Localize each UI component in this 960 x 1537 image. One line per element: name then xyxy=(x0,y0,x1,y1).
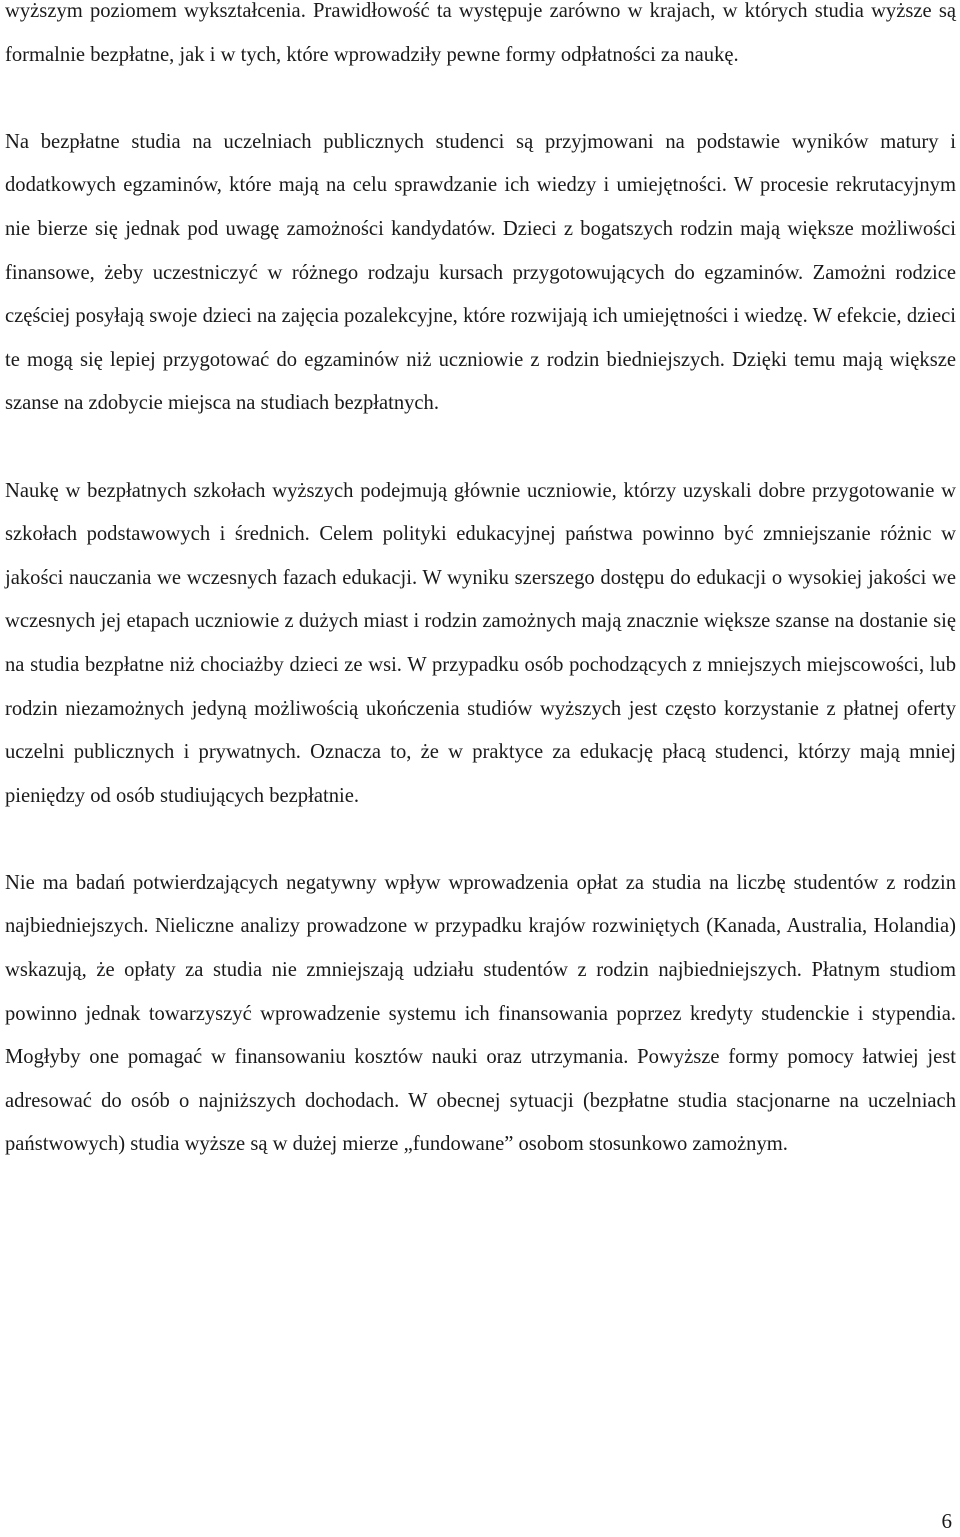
paragraph-3: Naukę w bezpłatnych szkołach wyższych podejmują głównie uczniowie, którzy uzyskali dobre przygotowanie w szkołach podstawowych i średnich. Celem polityki edukacyjnej państwa powinno być zmniejszanie różnic w jakości nauczania we wczesnych fazach edukacji. W wyniku szerszego dostępu do edukacji o wysokiej jakości we wczesnych jej etapach uczniowie z dużych miast i rodzin zamożnych mają znacznie większe szanse na dostanie się na studia bezpłatne niż chociażby dzieci ze wsi. W przypadku osób pochodzących z mniejszych miejscowości, lub rodzin niezamożnych jedyną możliwością ukończenia studiów wyższych jest często korzystanie z płatnej oferty uczelni publicznych i prywatnych. Oznacza to, że w praktyce za edukację płacą studenci, którzy mają mniej pieniędzy od osób studiujących bezpłatnie. xyxy=(5,479,956,807)
paragraph-1: wyższym poziomem wykształcenia. Prawidłowość ta występuje zarówno w krajach, w których studia wyższe są formalnie bezpłatne, jak i w tych, które wprowadziły pewne formy odpłatności za naukę. xyxy=(5,0,956,66)
paragraph-2: Na bezpłatne studia na uczelniach publicznych studenci są przyjmowani na podstawie wyników matury i dodatkowych egzaminów, które mają na celu sprawdzanie ich wiedzy i umiejętności. W procesie rekrutacyjnym nie bierze się jednak pod uwagę zamożności kandydatów. Dzieci z bogatszych rodzin mają większe możliwości finansowe, żeby uczestniczyć w różnego rodzaju kursach przygotowujących do egzaminów. Zamożni rodzice częściej posyłają swoje dzieci na zajęcia pozalekcyjne, które rozwijają ich umiejętności i wiedzę. W efekcie, dzieci te mogą się lepiej przygotować do egzaminów niż uczniowie z rodzin biedniejszych. Dzięki temu mają większe szanse na zdobycie miejsca na studiach bezpłatnych. xyxy=(5,130,956,415)
page-number: 6 xyxy=(941,1509,952,1533)
document-page xyxy=(5,0,956,1167)
paragraph-4: Nie ma badań potwierdzających negatywny wpływ wprowadzenia opłat za studia na liczbę studentów z rodzin najbiedniejszych. Nieliczne analizy prowadzone w przypadku krajów rozwiniętych (Kanada, Australia, Holandia) wskazują, że opłaty za studia nie zmniejszają udziału studentów z rodzin najbiedniejszych. Płatnym studiom powinno jednak towarzyszyć wprowadzenie systemu ich finansowania poprzez kredyty studenckie i stypendia. Mogłyby one pomagać w finansowaniu kosztów nauki oraz utrzymania. Powyższe formy pomocy łatwiej jest adresować do osób o najniższych dochodach. W obecnej sytuacji (bezpłatne studia stacjonarne na uczelniach państwowych) studia wyższe są w dużej mierze „fundowane” osobom stosunkowo zamożnym. xyxy=(5,871,956,1156)
